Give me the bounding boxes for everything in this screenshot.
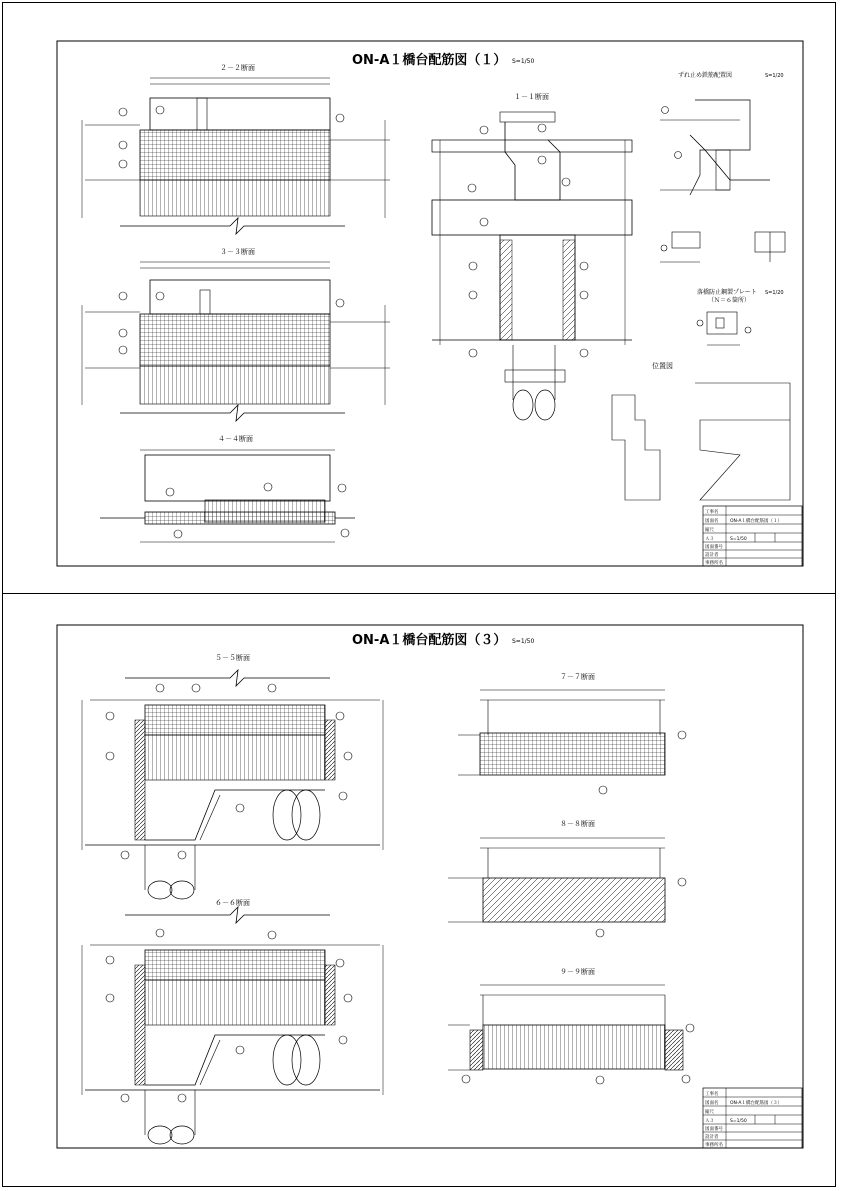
section-7-7-view bbox=[458, 672, 686, 794]
section-5-5-label: ５－５断面 bbox=[215, 654, 250, 662]
shear-key-detail-scale: S=1/20 bbox=[765, 73, 784, 79]
tb2-row-7: 事務所名 bbox=[705, 1143, 723, 1148]
section-2-2-label: ２－２断面 bbox=[220, 64, 255, 72]
tb1-row-2-value: ON-A１橋台配筋図（１） bbox=[730, 519, 783, 524]
shear-key-detail-label: ずれ止め鉄筋配置図 bbox=[678, 72, 733, 79]
sheet-1-title-block bbox=[703, 506, 802, 566]
tb2-row-1: 工事名 bbox=[705, 1092, 719, 1097]
tb1-row-2: 図面名 bbox=[705, 519, 719, 524]
sheet-2-title: ON-A１橋台配筋図（３） bbox=[352, 633, 507, 648]
tb2-row-4: Ａ３ bbox=[705, 1119, 714, 1124]
sheet-1-title: ON-A１橋台配筋図（１） bbox=[352, 53, 507, 68]
small-details bbox=[660, 232, 785, 262]
tb1-row-1: 工事名 bbox=[705, 510, 719, 515]
bracket-detail-sub: （Ｎ＝６箇所） bbox=[708, 297, 751, 304]
sheet-2 bbox=[57, 625, 803, 1148]
tb2-row-5: 図面番号 bbox=[705, 1127, 723, 1132]
tb2-row-4-value: S=1/50 bbox=[730, 1119, 747, 1124]
tb2-row-3: 縮尺 bbox=[705, 1110, 714, 1115]
sheet-1 bbox=[57, 41, 803, 566]
sheet-2-title-block bbox=[703, 1088, 802, 1148]
tb1-row-4-value: S=1/50 bbox=[730, 537, 747, 542]
sheet-2-border bbox=[57, 625, 803, 1148]
tb1-row-5: 図面番号 bbox=[705, 545, 723, 550]
bracket-detail-scale: S=1/20 bbox=[765, 290, 784, 296]
section-1-1-view bbox=[432, 92, 632, 420]
shear-key-detail-view bbox=[660, 71, 784, 195]
tb2-row-2: 図面名 bbox=[705, 1101, 719, 1106]
sheet-2-scale: S=1/50 bbox=[512, 638, 535, 645]
section-8-8-label: ８－８断面 bbox=[560, 820, 595, 828]
bracket-detail-label: 落橋防止鋼製プレート bbox=[697, 289, 757, 296]
section-4-4-view bbox=[100, 434, 355, 542]
section-8-8-view bbox=[448, 819, 686, 937]
tb2-row-2-value: ON-A１橋台配筋図（３） bbox=[730, 1101, 783, 1106]
section-3-3-label: ３－３断面 bbox=[220, 248, 255, 256]
location-map-view bbox=[612, 361, 790, 500]
tb1-row-6: 設計者 bbox=[705, 553, 719, 558]
section-9-9-label: ９－９断面 bbox=[560, 968, 595, 976]
section-6-6-view bbox=[82, 898, 383, 1144]
section-3-3-view bbox=[82, 247, 390, 421]
tb1-row-7: 事務所名 bbox=[705, 561, 723, 566]
section-7-7-label: ７－７断面 bbox=[560, 673, 595, 681]
location-map-label: 位置図 bbox=[652, 362, 673, 370]
section-9-9-view bbox=[448, 967, 694, 1084]
section-1-1-label: １－１断面 bbox=[514, 93, 549, 101]
bracket-detail-view bbox=[697, 288, 784, 345]
section-4-4-label: ４－４断面 bbox=[218, 435, 253, 443]
section-6-6-label: ６－６断面 bbox=[215, 899, 250, 907]
tb2-row-6: 設計者 bbox=[705, 1135, 719, 1140]
tb1-row-3: 縮尺 bbox=[705, 528, 714, 533]
section-5-5-view bbox=[82, 653, 383, 899]
sheet-1-scale: S=1/50 bbox=[512, 58, 535, 65]
tb1-row-4: Ａ３ bbox=[705, 537, 714, 542]
section-2-2-view bbox=[82, 63, 390, 234]
